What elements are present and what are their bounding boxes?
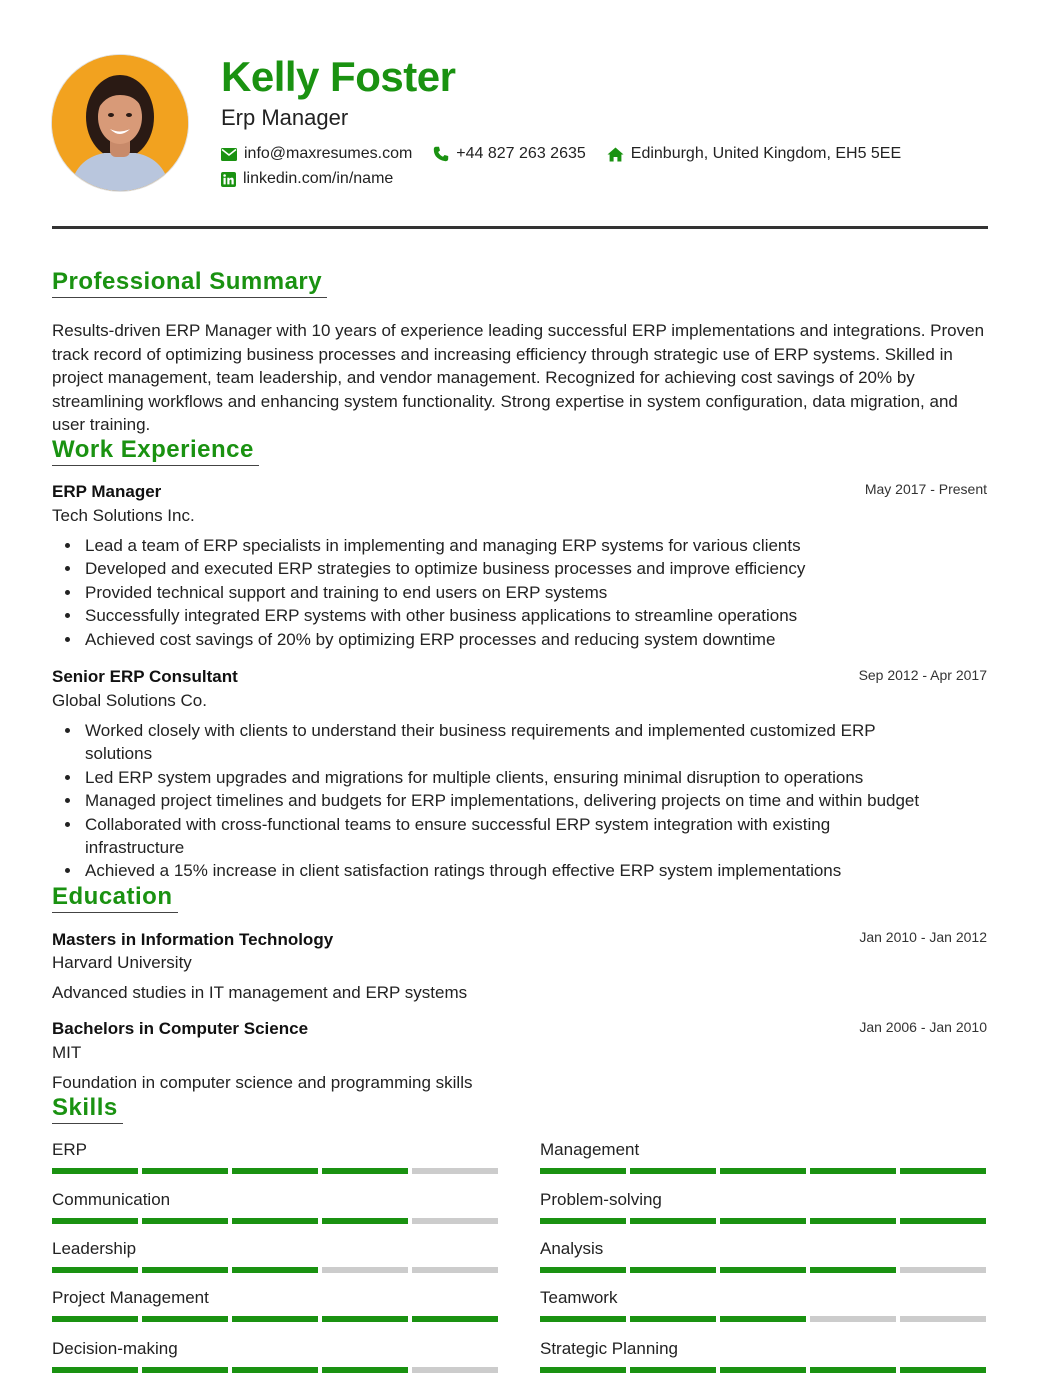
skill-level-segment-filled xyxy=(232,1267,318,1273)
skill-level-segment-filled xyxy=(52,1316,138,1322)
skill-level-segment-empty xyxy=(322,1267,408,1273)
skill-level-segment-filled xyxy=(630,1316,716,1322)
section-title-education: Education xyxy=(52,883,178,913)
skill-level-segment-filled xyxy=(142,1168,228,1174)
email-text: info@maxresumes.com xyxy=(244,145,413,162)
education-date: Jan 2006 - Jan 2010 xyxy=(859,1019,987,1035)
contact-row xyxy=(221,145,922,163)
skill-level-segment-filled xyxy=(322,1316,408,1322)
skill-level-segment-filled xyxy=(810,1267,896,1273)
skill-level-segment-filled xyxy=(900,1168,986,1174)
skill-item xyxy=(52,1139,500,1161)
skill-level-bar xyxy=(540,1316,990,1322)
skill-level-segment-filled xyxy=(720,1316,806,1322)
contact-email[interactable] xyxy=(221,145,412,163)
skill-level-segment-empty xyxy=(900,1267,986,1273)
skill-level-bar xyxy=(540,1218,990,1224)
skill-level-segment-filled xyxy=(232,1168,318,1174)
candidate-role: Erp Manager xyxy=(221,105,349,130)
skill-level-bar xyxy=(52,1218,502,1224)
bullet-item: Managed project timelines and budgets for ERP implementations, delivering projects on time and within budget xyxy=(52,789,988,812)
skill-name: Problem-solving xyxy=(540,1190,662,1209)
skill-level-segment-empty xyxy=(412,1367,498,1373)
bullet-item: Successfully integrated ERP systems with other business applications to streamline operations xyxy=(52,604,988,627)
school-name: Harvard University xyxy=(52,953,192,972)
skill-level-segment-filled xyxy=(540,1267,626,1273)
skill-level-segment-filled xyxy=(540,1218,626,1224)
skill-level-segment-filled xyxy=(720,1267,806,1273)
bullet-item: Provided technical support and training to end users on ERP systems xyxy=(52,581,988,604)
skill-level-segment-filled xyxy=(900,1367,986,1373)
skill-level-segment-empty xyxy=(900,1316,986,1322)
phone-text: +44 827 263 2635 xyxy=(456,145,586,162)
skill-name: Teamwork xyxy=(540,1288,618,1307)
job-title: ERP Manager xyxy=(52,482,162,501)
skill-name: Analysis xyxy=(540,1239,604,1258)
job-bullets xyxy=(52,719,988,883)
skill-item xyxy=(52,1338,500,1360)
degree-title: Masters in Information Technology xyxy=(52,930,334,949)
skill-level-segment-empty xyxy=(810,1316,896,1322)
school-name: MIT xyxy=(52,1043,82,1062)
contact-linkedin[interactable] xyxy=(221,170,393,188)
skill-level-bar xyxy=(52,1168,502,1174)
bullet-item: Achieved a 15% increase in client satisfaction ratings through effective ERP system implementations xyxy=(52,859,988,882)
skill-level-segment-filled xyxy=(52,1367,138,1373)
skill-level-segment-filled xyxy=(322,1168,408,1174)
skill-level-segment-filled xyxy=(630,1168,716,1174)
skill-item xyxy=(52,1287,500,1309)
skill-level-segment-filled xyxy=(322,1218,408,1224)
contact-row-2 xyxy=(221,170,414,188)
skill-level-segment-filled xyxy=(630,1367,716,1373)
contact-phone[interactable] xyxy=(433,145,585,163)
candidate-name: Kelly Foster xyxy=(221,53,456,100)
skill-name: Communication xyxy=(52,1190,171,1209)
skill-item xyxy=(540,1338,988,1360)
skill-level-segment-filled xyxy=(630,1267,716,1273)
phone-icon xyxy=(433,146,449,162)
skill-item xyxy=(540,1238,988,1260)
section-title-experience: Work Experience xyxy=(52,436,259,466)
skill-level-bar xyxy=(540,1267,990,1273)
bullet-item: Worked closely with clients to understand their business requirements and implemented customized ERP solutions xyxy=(52,719,988,766)
skill-level-segment-filled xyxy=(142,1218,228,1224)
job-company: Global Solutions Co. xyxy=(52,691,207,710)
skill-item xyxy=(540,1189,988,1211)
job-bullets xyxy=(52,534,988,651)
skill-level-segment-filled xyxy=(540,1168,626,1174)
skill-level-bar xyxy=(52,1267,502,1273)
skill-level-segment-empty xyxy=(412,1168,498,1174)
linkedin-text: linkedin.com/in/name xyxy=(243,170,394,187)
profile-photo xyxy=(52,55,188,191)
education-description: Foundation in computer science and programming skills xyxy=(52,1073,473,1092)
skill-name: Leadership xyxy=(52,1239,137,1258)
skill-level-segment-filled xyxy=(142,1367,228,1373)
skill-name: Strategic Planning xyxy=(540,1339,678,1358)
envelope-icon xyxy=(221,148,237,161)
education-description: Advanced studies in IT management and ERP systems xyxy=(52,983,468,1002)
bullet-item: Led ERP system upgrades and migrations for multiple clients, ensuring minimal disruption to operations xyxy=(52,766,988,789)
skill-level-segment-filled xyxy=(232,1218,318,1224)
skill-level-segment-filled xyxy=(232,1367,318,1373)
section-title-summary: Professional Summary xyxy=(52,268,327,298)
linkedin-icon xyxy=(221,172,236,187)
skill-level-segment-filled xyxy=(322,1367,408,1373)
skill-item xyxy=(52,1238,500,1260)
skill-level-segment-filled xyxy=(52,1218,138,1224)
skill-item xyxy=(540,1287,988,1309)
degree-title: Bachelors in Computer Science xyxy=(52,1019,309,1038)
skill-level-segment-filled xyxy=(810,1367,896,1373)
skill-level-bar xyxy=(52,1367,502,1373)
bullet-item: Achieved cost savings of 20% by optimizing ERP processes and reducing system downtime xyxy=(52,628,988,651)
job-title: Senior ERP Consultant xyxy=(52,667,238,686)
skill-name: Decision-making xyxy=(52,1339,178,1358)
skill-level-segment-filled xyxy=(630,1218,716,1224)
skill-level-segment-filled xyxy=(540,1316,626,1322)
skill-level-bar xyxy=(540,1367,990,1373)
home-icon xyxy=(607,147,624,162)
education-date: Jan 2010 - Jan 2012 xyxy=(859,929,987,945)
job-company: Tech Solutions Inc. xyxy=(52,506,195,525)
skill-level-segment-filled xyxy=(412,1316,498,1322)
skill-level-segment-filled xyxy=(52,1267,138,1273)
job-date: May 2017 - Present xyxy=(864,481,987,497)
skill-name: Management xyxy=(540,1140,640,1159)
skill-level-segment-empty xyxy=(412,1218,498,1224)
skill-level-segment-filled xyxy=(232,1316,318,1322)
contact-address xyxy=(607,145,901,163)
section-title-skills: Skills xyxy=(52,1094,123,1124)
skill-level-bar xyxy=(52,1316,502,1322)
bullet-item: Collaborated with cross-functional teams to ensure successful ERP system integration with existing infrastructure xyxy=(52,813,988,860)
skill-level-segment-filled xyxy=(142,1267,228,1273)
skill-level-segment-filled xyxy=(720,1367,806,1373)
skill-level-segment-filled xyxy=(142,1316,228,1322)
header-divider xyxy=(52,226,988,229)
skill-level-bar xyxy=(540,1168,990,1174)
skill-name: Project Management xyxy=(52,1288,209,1307)
address-text: Edinburgh, United Kingdom, EH5 5EE xyxy=(630,145,902,162)
skill-name: ERP xyxy=(52,1140,87,1159)
skill-level-segment-filled xyxy=(810,1168,896,1174)
skill-item xyxy=(540,1139,988,1161)
skill-level-segment-filled xyxy=(540,1367,626,1373)
skill-level-segment-filled xyxy=(900,1218,986,1224)
skill-level-segment-filled xyxy=(810,1218,896,1224)
bullet-item: Lead a team of ERP specialists in implementing and managing ERP systems for various clients xyxy=(52,534,988,557)
skill-level-segment-filled xyxy=(720,1218,806,1224)
skill-item xyxy=(52,1189,500,1211)
bullet-item: Developed and executed ERP strategies to optimize business processes and improve efficiency xyxy=(52,557,988,580)
job-date: Sep 2012 - Apr 2017 xyxy=(858,667,987,683)
summary-text: Results-driven ERP Manager with 10 years of experience leading successful ERP implementations and integrations. Proven track record of optimizing business processes and increasing efficiency through strategic use of ERP systems. Skilled in project management, team leadership, and vendor management. Recognized for achieving cost savings of 20% by streamlining workflows and enhancing system functionality. Strong expertise in system configuration, data migration, and user training. xyxy=(52,321,985,434)
skill-level-segment-filled xyxy=(720,1168,806,1174)
skill-level-segment-empty xyxy=(412,1267,498,1273)
skill-level-segment-filled xyxy=(52,1168,138,1174)
